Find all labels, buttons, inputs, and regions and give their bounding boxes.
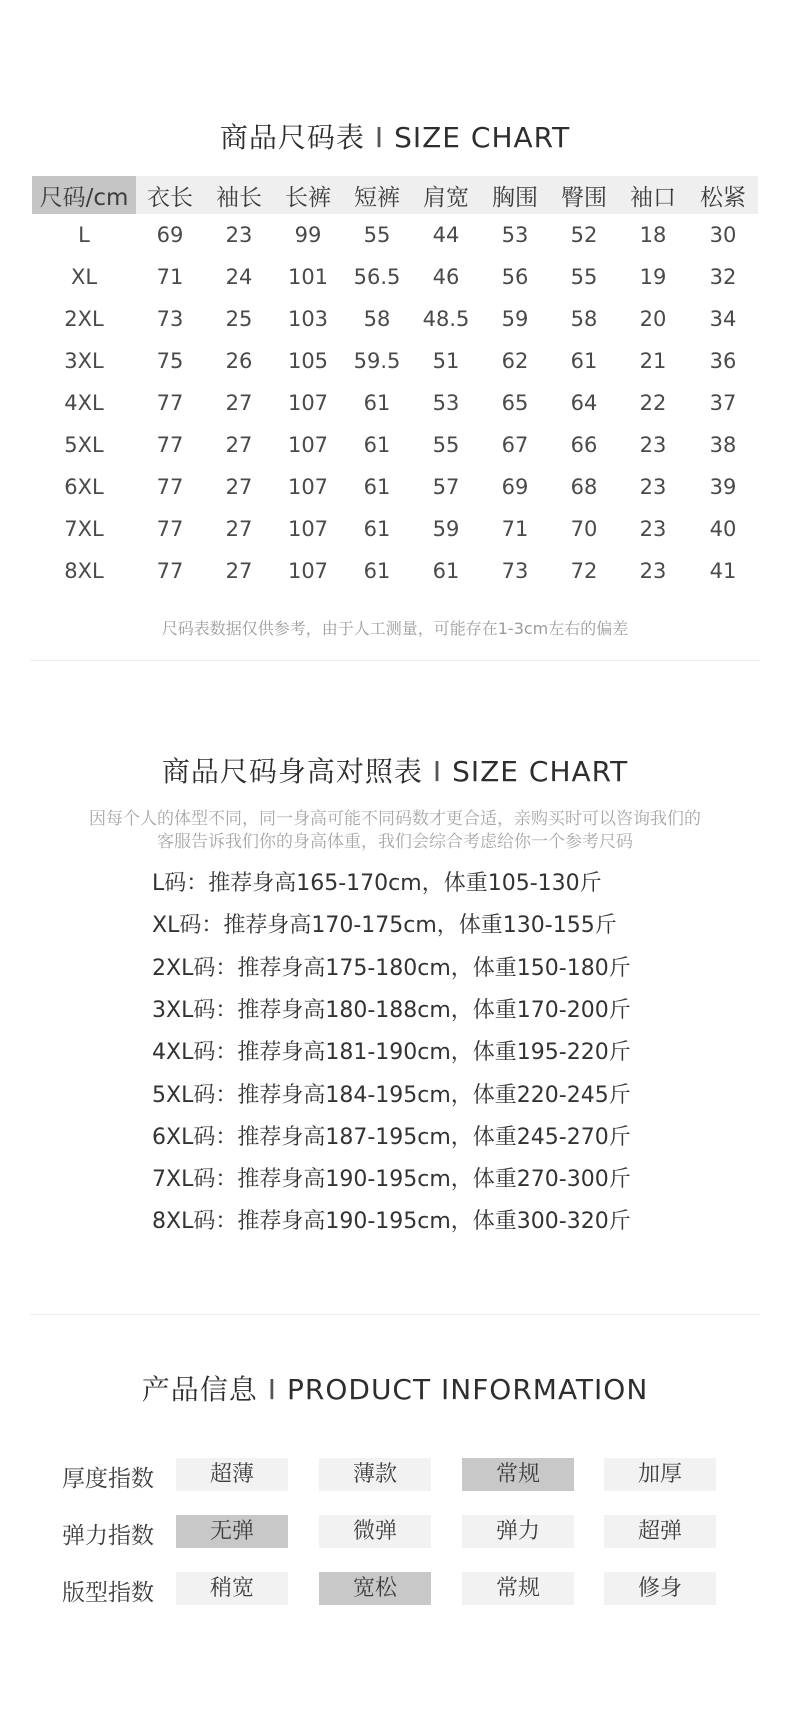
measurement-cell: 107: [287, 391, 329, 415]
option-chip: 稍宽: [176, 1572, 288, 1605]
measurement-cell: 30: [709, 223, 737, 247]
measurement-cell: 39: [709, 475, 737, 499]
height-chart-intro: [40, 808, 750, 854]
measurement-cell: 75: [156, 349, 184, 373]
size-label-cell: 4XL: [64, 391, 104, 415]
divider: [30, 660, 760, 661]
measurement-cell: 18: [639, 223, 667, 247]
option-chip: 超薄: [176, 1458, 288, 1491]
measurement-cell: 37: [709, 391, 737, 415]
measurement-cell: 46: [432, 265, 460, 289]
measurement-cell: 61: [363, 559, 391, 583]
table-row: [32, 256, 758, 298]
option-chip-selected: 宽松: [319, 1572, 431, 1605]
measurement-cell: 59: [501, 307, 529, 331]
measurement-cell: 21: [639, 349, 667, 373]
measurement-cell: 23: [639, 517, 667, 541]
measurement-cell: 41: [709, 559, 737, 583]
size-table-header-cell: 松紧: [688, 176, 758, 214]
measurement-cell: 53: [432, 391, 460, 415]
height-chart-title: [0, 750, 790, 790]
size-table-header-cell: 胸围: [480, 176, 550, 214]
measurement-cell: 58: [570, 307, 598, 331]
height-chart-title-en: SIZE CHART: [452, 755, 629, 788]
measurement-cell: 72: [570, 559, 598, 583]
size-label-cell: XL: [70, 265, 98, 289]
size-table-header-cell: 袖长: [204, 176, 274, 214]
measurement-cell: 52: [570, 223, 598, 247]
size-table-header-cell: 臀围: [550, 176, 618, 214]
height-recommend-row: 2XL码：推荐身高175-180cm，体重150-180斤: [152, 955, 631, 981]
height-recommend-row: 3XL码：推荐身高180-188cm，体重170-200斤: [152, 997, 631, 1023]
measurement-cell: 19: [639, 265, 667, 289]
height-recommend-row: 7XL码：推荐身高190-195cm，体重270-300斤: [152, 1167, 631, 1193]
measurement-cell: 44: [432, 223, 460, 247]
product-info-label: 厚度指数: [62, 1466, 154, 1492]
height-chart-title-cn: 商品尺码身高对照表: [161, 755, 423, 788]
measurement-cell: 27: [225, 475, 253, 499]
table-row: [32, 340, 758, 382]
measurement-cell: 34: [709, 307, 737, 331]
measurement-cell: 26: [225, 349, 253, 373]
product-info-title-sep: I: [267, 1373, 277, 1406]
measurement-cell: 25: [225, 307, 253, 331]
measurement-cell: 65: [501, 391, 529, 415]
measurement-cell: 68: [570, 475, 598, 499]
measurement-cell: 69: [501, 475, 529, 499]
measurement-cell: 59.5: [353, 349, 401, 373]
size-label-cell: 8XL: [64, 559, 104, 583]
table-row: [32, 382, 758, 424]
measurement-cell: 38: [709, 433, 737, 457]
measurement-cell: 20: [639, 307, 667, 331]
option-chip-selected: 无弹: [176, 1515, 288, 1548]
measurement-cell: 66: [570, 433, 598, 457]
option-chip: 薄款: [319, 1458, 431, 1491]
size-table-header-cell: 尺码/cm: [32, 176, 136, 214]
table-row: [32, 466, 758, 508]
option-chip: 微弹: [319, 1515, 431, 1548]
measurement-cell: 48.5: [422, 307, 470, 331]
measurement-cell: 61: [432, 559, 460, 583]
measurement-cell: 73: [156, 307, 184, 331]
option-chip: 加厚: [604, 1458, 716, 1491]
option-chip: 修身: [604, 1572, 716, 1605]
measurement-cell: 27: [225, 391, 253, 415]
measurement-cell: 67: [501, 433, 529, 457]
size-label-cell: 3XL: [64, 349, 104, 373]
table-row: [32, 508, 758, 550]
measurement-cell: 64: [570, 391, 598, 415]
measurement-cell: 55: [363, 223, 391, 247]
measurement-cell: 99: [294, 223, 322, 247]
size-chart-title: [0, 116, 790, 156]
measurement-cell: 107: [287, 433, 329, 457]
measurement-cell: 77: [156, 433, 184, 457]
measurement-cell: 61: [570, 349, 598, 373]
size-table-header-cell: 长裤: [274, 176, 342, 214]
size-table-header: [32, 176, 758, 214]
measurement-cell: 56.5: [353, 265, 401, 289]
measurement-cell: 61: [363, 391, 391, 415]
measurement-cell: 32: [709, 265, 737, 289]
measurement-cell: 69: [156, 223, 184, 247]
measurement-cell: 103: [287, 307, 329, 331]
height-recommend-row: 4XL码：推荐身高181-190cm，体重195-220斤: [152, 1040, 631, 1066]
measurement-cell: 23: [639, 559, 667, 583]
product-info-label: 弹力指数: [62, 1523, 154, 1549]
measurement-cell: 53: [501, 223, 529, 247]
measurement-cell: 24: [225, 265, 253, 289]
measurement-cell: 22: [639, 391, 667, 415]
measurement-cell: 36: [709, 349, 737, 373]
size-table-header-cell: 衣长: [136, 176, 204, 214]
measurement-cell: 57: [432, 475, 460, 499]
measurement-cell: 23: [639, 433, 667, 457]
product-info-title: [0, 1368, 790, 1408]
product-info-label: 版型指数: [62, 1580, 154, 1606]
measurement-cell: 27: [225, 559, 253, 583]
measurement-cell: 56: [501, 265, 529, 289]
intro-line: 因每个人的体型不同，同一身高可能不同码数才更合适，亲购买时可以咨询我们的: [89, 809, 701, 829]
intro-line: 客服告诉我们你的身高体重，我们会综合考虑给你一个参考尺码: [157, 832, 633, 852]
product-info-title-cn: 产品信息: [141, 1373, 258, 1406]
height-chart-title-sep: I: [432, 755, 443, 788]
option-chip: 超弹: [604, 1515, 716, 1548]
measurement-cell: 27: [225, 517, 253, 541]
product-info-title-en: PRODUCT INFORMATION: [287, 1373, 649, 1406]
option-chip: 弹力: [462, 1515, 574, 1548]
measurement-cell: 71: [156, 265, 184, 289]
size-label-cell: 6XL: [64, 475, 104, 499]
measurement-cell: 107: [287, 559, 329, 583]
height-recommend-row: 6XL码：推荐身高187-195cm，体重245-270斤: [152, 1124, 631, 1150]
size-table: [32, 176, 758, 592]
table-row: [32, 214, 758, 256]
measurement-cell: 77: [156, 559, 184, 583]
size-chart-note: 尺码表数据仅供参考，由于人工测量，可能存在1-3cm左右的偏差: [161, 619, 629, 638]
height-recommend-row: XL码：推荐身高170-175cm，体重130-155斤: [152, 913, 617, 939]
measurement-cell: 58: [363, 307, 391, 331]
measurement-cell: 77: [156, 391, 184, 415]
measurement-cell: 61: [363, 475, 391, 499]
size-table-header-cell: 短裤: [342, 176, 412, 214]
measurement-cell: 23: [639, 475, 667, 499]
measurement-cell: 101: [287, 265, 329, 289]
size-chart-title-cn: 商品尺码表: [219, 121, 365, 154]
height-recommend-row: 8XL码：推荐身高190-195cm，体重300-320斤: [152, 1209, 631, 1235]
measurement-cell: 105: [287, 349, 329, 373]
measurement-cell: 71: [501, 517, 529, 541]
measurement-cell: 51: [432, 349, 460, 373]
height-recommend-row: 5XL码：推荐身高184-195cm，体重220-245斤: [152, 1082, 631, 1108]
measurement-cell: 62: [501, 349, 529, 373]
size-label-cell: L: [78, 223, 90, 247]
option-chip-selected: 常规: [462, 1458, 574, 1491]
size-label-cell: 7XL: [64, 517, 104, 541]
measurement-cell: 70: [570, 517, 598, 541]
height-recommend-row: L码：推荐身高165-170cm，体重105-130斤: [152, 871, 602, 896]
size-label-cell: 5XL: [64, 433, 104, 457]
measurement-cell: 55: [570, 265, 598, 289]
table-row: [32, 298, 758, 340]
measurement-cell: 77: [156, 475, 184, 499]
size-chart-title-en: SIZE CHART: [394, 121, 571, 154]
divider: [30, 1314, 760, 1315]
table-row: [32, 424, 758, 466]
measurement-cell: 61: [363, 517, 391, 541]
measurement-cell: 55: [432, 433, 460, 457]
measurement-cell: 73: [501, 559, 529, 583]
measurement-cell: 40: [709, 517, 737, 541]
measurement-cell: 23: [225, 223, 253, 247]
size-table-header-cell: 袖口: [618, 176, 688, 214]
measurement-cell: 77: [156, 517, 184, 541]
size-table-header-cell: 肩宽: [412, 176, 480, 214]
measurement-cell: 59: [432, 517, 460, 541]
measurement-cell: 107: [287, 475, 329, 499]
size-label-cell: 2XL: [64, 307, 104, 331]
measurement-cell: 61: [363, 433, 391, 457]
measurement-cell: 107: [287, 517, 329, 541]
option-chip: 常规: [462, 1572, 574, 1605]
measurement-cell: 27: [225, 433, 253, 457]
size-chart-title-sep: I: [374, 121, 385, 154]
table-row: [32, 550, 758, 592]
